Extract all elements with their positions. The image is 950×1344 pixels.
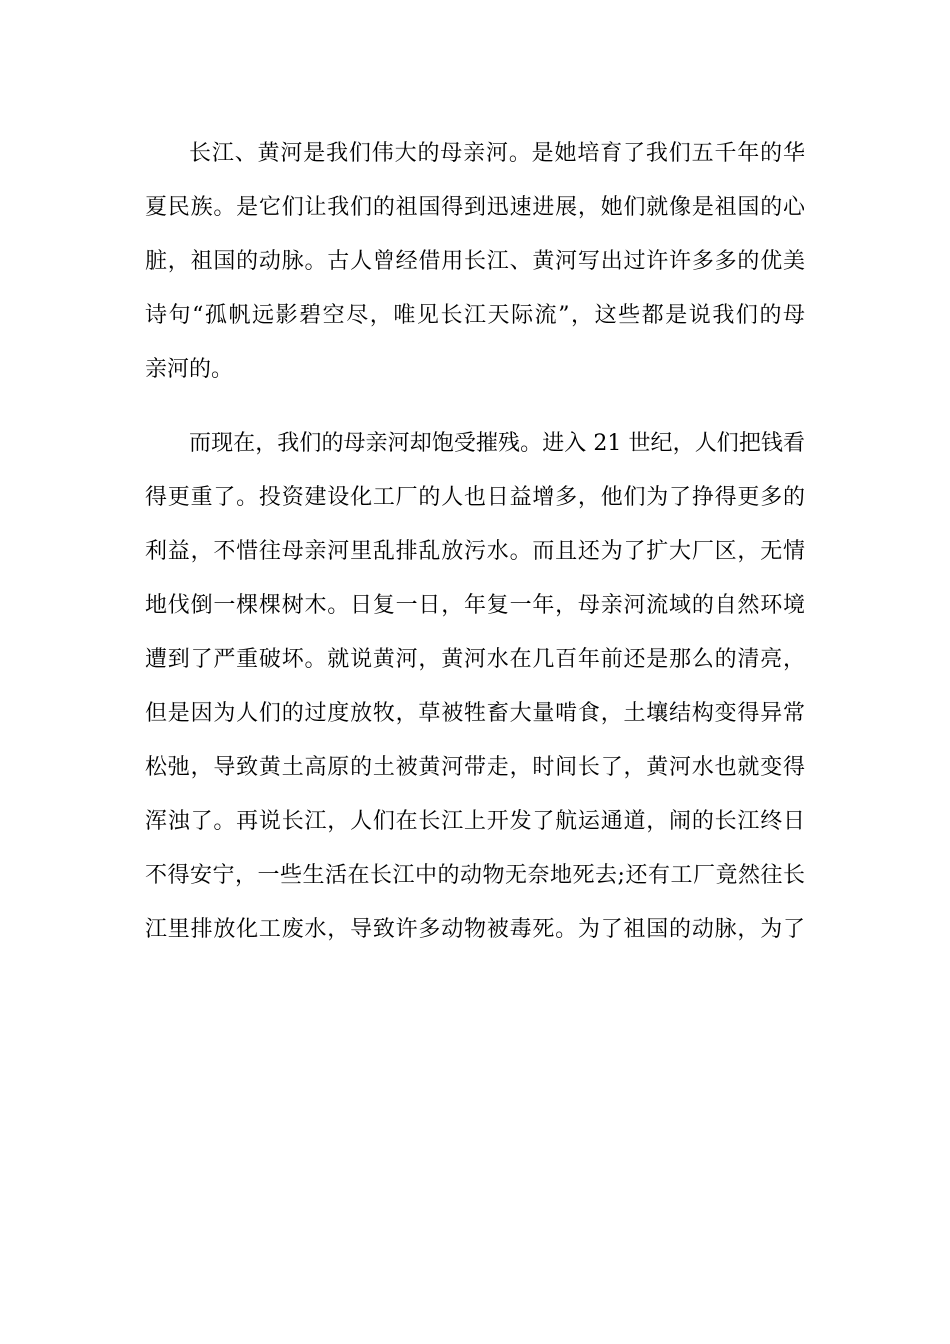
paragraph-line: 浑浊了。再说长江，人们在长江上开发了航运通道，闹的长江终日 [145, 809, 805, 834]
paragraph-line: 而现在，我们的母亲河却饱受摧残。进入 21 世纪，人们把钱看 [189, 431, 805, 456]
paragraph-line: 得更重了。投资建设化工厂的人也日益增多，他们为了挣得更多的 [145, 485, 805, 510]
paragraph-line: 诗句“孤帆远影碧空尽，唯见长江天际流”，这些都是说我们的母 [145, 303, 805, 328]
paragraph-line: 脏，祖国的动脉。古人曾经借用长江、黄河写出过许许多多的优美 [145, 249, 805, 274]
paragraph-line: 亲河的。 [145, 357, 234, 382]
paragraph-gap [145, 397, 805, 417]
paragraph-2 [145, 417, 805, 957]
paragraph-line: 但是因为人们的过度放牧，草被牲畜大量啃食，土壤结构变得异常 [145, 701, 805, 726]
paragraph-line: 长江、黄河是我们伟大的母亲河。是她培育了我们五千年的华 [189, 141, 805, 166]
paragraph-1 [145, 127, 805, 397]
paragraph-line: 地伐倒一棵棵树木。日复一日，年复一年，母亲河流域的自然环境 [145, 593, 805, 618]
paragraph-line: 江里排放化工废水，导致许多动物被毒死。为了祖国的动脉，为了 [145, 917, 805, 942]
paragraph-line: 夏民族。是它们让我们的祖国得到迅速进展，她们就像是祖国的心 [145, 195, 805, 220]
paragraph-line: 遭到了严重破坏。就说黄河，黄河水在几百年前还是那么的清亮， [145, 647, 805, 672]
paragraph-line: 利益，不惜往母亲河里乱排乱放污水。而且还为了扩大厂区，无情 [145, 539, 805, 564]
paragraph-line: 松弛，导致黄土高原的土被黄河带走，时间长了，黄河水也就变得 [145, 755, 805, 780]
paragraph-line: 不得安宁，一些生活在长江中的动物无奈地死去;还有工厂竟然往长 [145, 863, 805, 888]
document-body [145, 127, 805, 957]
